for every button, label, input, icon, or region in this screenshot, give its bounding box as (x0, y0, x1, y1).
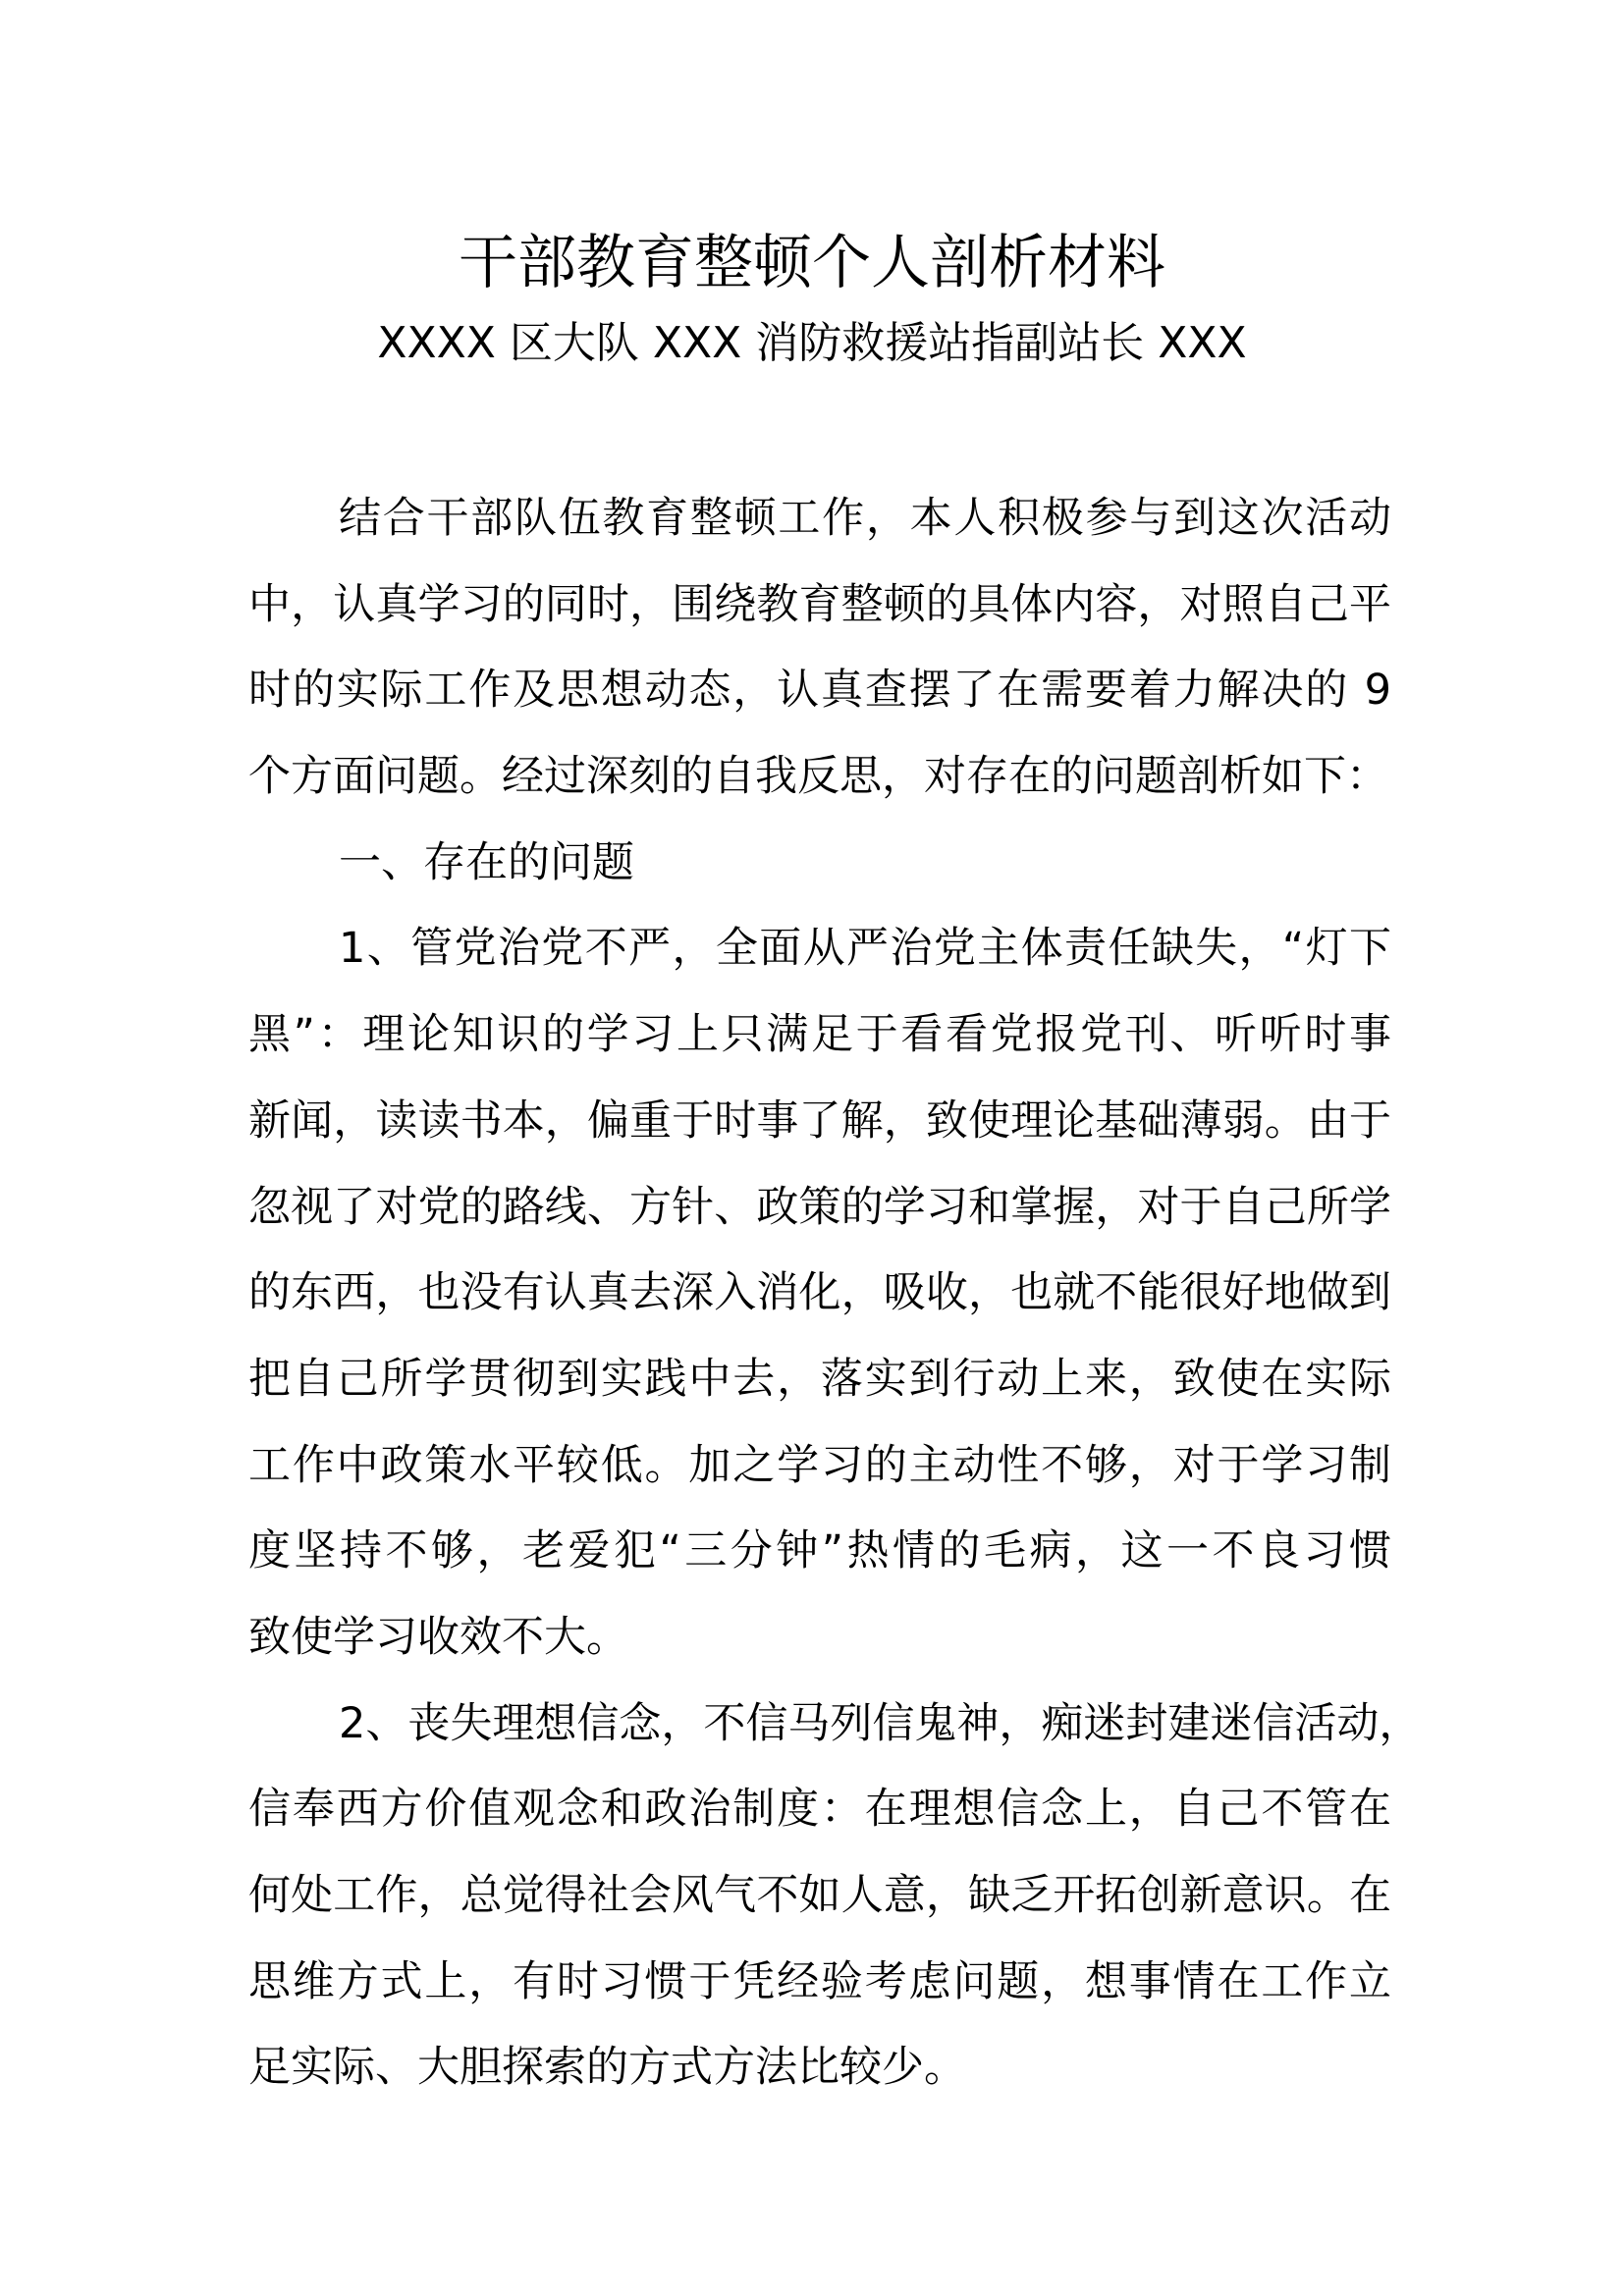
text-line: 新闻，读读书本，偏重于时事了解，致使理论基础薄弱。由于 (248, 1095, 1391, 1146)
document-title: 干部教育整顿个人剖析材料 (459, 229, 1165, 297)
text-line: 信奉西方价值观念和政治制度：在理想信念上，自己不管在 (248, 1785, 1391, 1835)
document-subtitle: XXXX 区大队 XXX 消防救援站指副站长 XXX (377, 318, 1247, 368)
text-line: 何处工作，总觉得社会风气不如人意，缺乏开拓创新意识。在 (248, 1871, 1391, 1920)
text-line: 时的实际工作及思想动态，认真查摆了在需要着力解决的 9 (248, 666, 1391, 716)
text-line: 1、管党治党不严，全面从严治党主体责任缺失，“灯下 (339, 924, 1391, 974)
text-line: 致使学习收效不大。 (248, 1612, 628, 1662)
section-heading: 一、存在的问题 (339, 837, 634, 887)
text-line: 把自己所学贯彻到实践中去，落实到行动上来，致使在实际 (248, 1354, 1391, 1404)
text-line: 结合干部队伍教育整顿工作，本人积极参与到这次活动 (339, 494, 1391, 543)
text-line: 个方面问题。经过深刻的自我反思，对存在的问题剖析如下： (248, 752, 1388, 802)
paragraph-issue-1 (248, 906, 1391, 1681)
text-line: 工作中政策水平较低。加之学习的主动性不够，对于学习制 (248, 1440, 1391, 1490)
document-body (248, 476, 1422, 2111)
paragraph-issue-2 (248, 1682, 1422, 2111)
text-line: 思维方式上，有时习惯于凭经验考虑问题，想事情在工作立 (248, 1956, 1391, 2006)
text-line: 中，认真学习的同时，围绕教育整顿的具体内容，对照自己平 (248, 579, 1391, 629)
text-line: 足实际、大胆探索的方式方法比较少。 (248, 2043, 966, 2093)
text-line: 忽视了对党的路线、方针、政策的学习和掌握，对于自己所学 (248, 1182, 1391, 1232)
text-line: 黑”：理论知识的学习上只满足于看看党报党刊、听听时事 (248, 1010, 1391, 1060)
text-line: 2、丧失理想信念，不信马列信鬼神，痴迷封建迷信活动， (339, 1698, 1422, 1748)
text-line: 度坚持不够，老爱犯“三分钟”热情的毛病，这一不良习惯 (248, 1526, 1391, 1576)
text-line: 的东西，也没有认真去深入消化，吸收，也就不能很好地做到 (248, 1268, 1391, 1318)
paragraph-intro (248, 476, 1391, 821)
